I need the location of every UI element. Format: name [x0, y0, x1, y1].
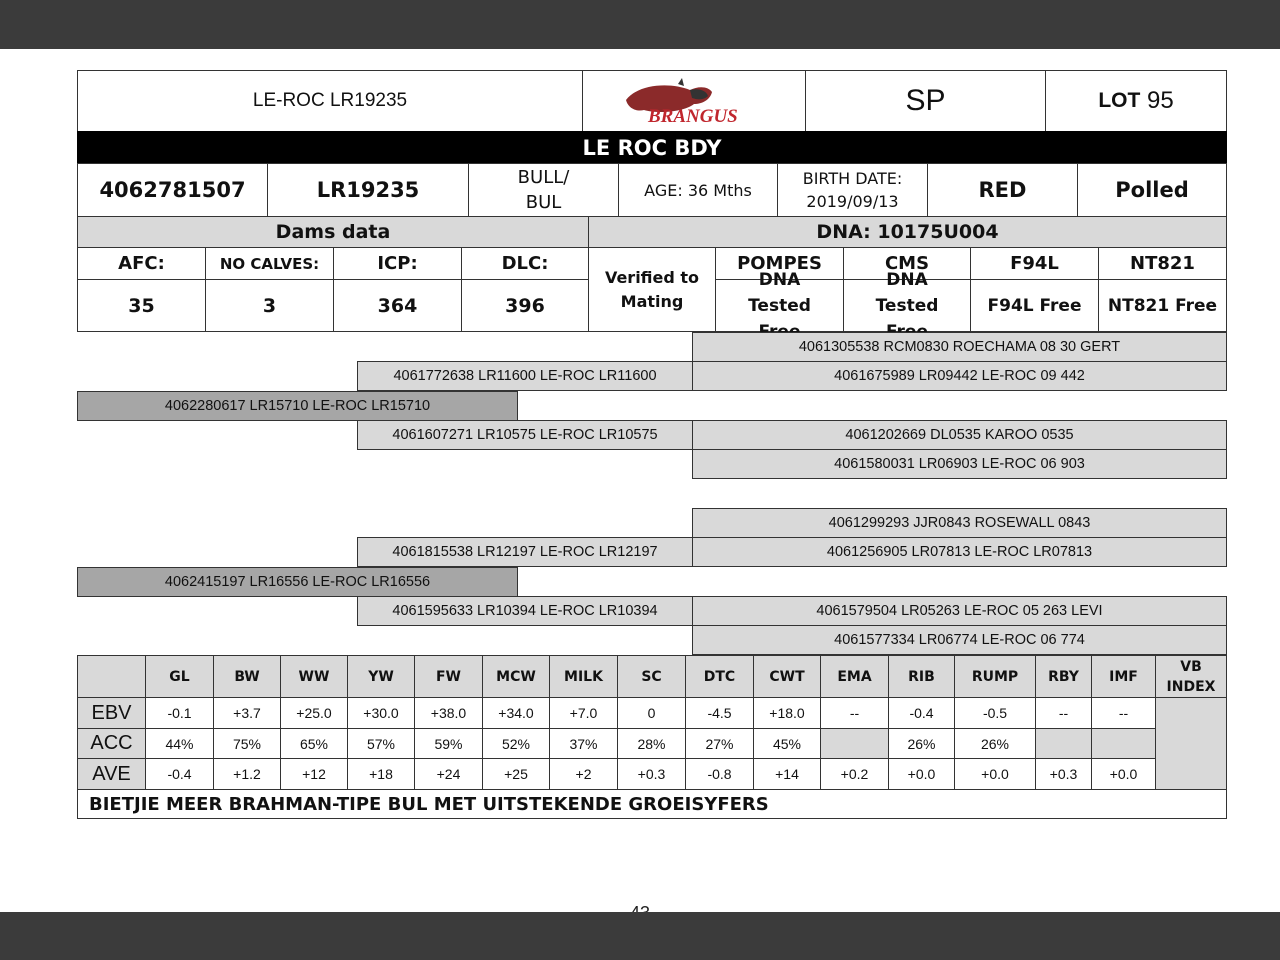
ebv-header-sc: SC — [617, 655, 686, 698]
ebv-header-ww: WW — [280, 655, 348, 698]
pedigree-dam-sire: 4061815538 LR12197 LE-ROC LR12197 — [357, 537, 693, 567]
dna-test-nt821: NT821 — [1098, 247, 1227, 280]
pedigree-dam-dam-dam: 4061577334 LR06774 LE-ROC 06 774 — [692, 625, 1227, 655]
pedigree-sire-dam-sire: 4061202669 DL0535 KAROO 0535 — [692, 420, 1227, 450]
acc-cell: 75% — [213, 728, 281, 759]
logo-text: BRANGUS — [648, 106, 738, 126]
type-code: SP — [805, 70, 1046, 132]
brangus-logo — [618, 78, 768, 126]
acc-cell: 52% — [482, 728, 550, 759]
dna-result-cms: DNA Tested — [843, 279, 971, 332]
lot-label: LOT — [1098, 89, 1141, 112]
pedigree-sire-dam: 4061607271 LR10575 LE-ROC LR10575 — [357, 420, 693, 450]
ebv-header-fw: FW — [414, 655, 483, 698]
ebv-cell: +25.0 — [280, 697, 348, 729]
color: RED — [927, 163, 1078, 217]
dams-label-dlc: DLC: — [461, 247, 589, 280]
acc-cell: 26% — [954, 728, 1036, 759]
lot-number: 95 — [1146, 87, 1174, 114]
ave-cell: +12 — [280, 758, 348, 790]
ebv-cell: -- — [820, 697, 889, 729]
acc-cell — [820, 728, 889, 759]
dna-test-f94l: F94L — [970, 247, 1099, 280]
pedigree-sire: 4062280617 LR15710 LE-ROC LR15710 — [77, 391, 518, 421]
bottom-bar — [0, 912, 1280, 960]
ave-cell: -0.4 — [145, 758, 214, 790]
ebv-cell: +7.0 — [549, 697, 618, 729]
reg-number: 4062781507 — [77, 163, 268, 217]
ave-row-label: AVE — [77, 758, 146, 790]
pedigree-dam: 4062415197 LR16556 LE-ROC LR16556 — [77, 567, 518, 597]
ebv-header-milk: MILK — [549, 655, 618, 698]
dams-label-afc: AFC: — [77, 247, 206, 280]
acc-cell: 45% — [753, 728, 821, 759]
acc-cell: 26% — [888, 728, 955, 759]
pedigree-sire-sire-dam: 4061675989 LR09442 LE-ROC 09 442 — [692, 361, 1227, 391]
dams-value-dlc: 396 — [461, 279, 589, 332]
acc-cell: 37% — [549, 728, 618, 759]
ebv-header-bw: BW — [213, 655, 281, 698]
ebv-cell: +3.7 — [213, 697, 281, 729]
sex: BULL/ BUL — [468, 163, 619, 217]
ebv-cell: -- — [1035, 697, 1092, 729]
ebv-corner — [77, 655, 146, 698]
verified-to-mating: Verified to Mating — [588, 247, 716, 332]
acc-cell: 28% — [617, 728, 686, 759]
pedigree-dam-dam-sire: 4061579504 LR05263 LE-ROC 05 263 LEVI — [692, 596, 1227, 626]
dna-test-cms: CMS — [843, 247, 971, 280]
dams-title: Dams data — [77, 216, 589, 248]
ebv-header-rib: RIB — [888, 655, 955, 698]
acc-cell: 57% — [347, 728, 415, 759]
top-bar — [0, 0, 1280, 49]
ave-cell: +0.0 — [1091, 758, 1156, 790]
ebv-header-yw: YW — [347, 655, 415, 698]
ebv-header-gl: GL — [145, 655, 214, 698]
dna-result-pompes: DNA Tested — [715, 279, 844, 332]
dna-result-f94l: F94L Free — [970, 279, 1099, 332]
ave-cell: +24 — [414, 758, 483, 790]
pedigree-sire-sire-sire: 4061305538 RCM0830 ROECHAMA 08 30 GERT — [692, 332, 1227, 362]
ave-cell: +0.0 — [954, 758, 1036, 790]
ebv-header-rump: RUMP — [954, 655, 1036, 698]
ave-cell: +2 — [549, 758, 618, 790]
ave-cell: +25 — [482, 758, 550, 790]
dna-test-pompes: POMPES — [715, 247, 844, 280]
ave-cell: +0.2 — [820, 758, 889, 790]
ebv-cell: -- — [1091, 697, 1156, 729]
farm-id: LE-ROC LR19235 — [77, 70, 583, 132]
pedigree-dam-sire-sire: 4061299293 JJR0843 ROSEWALL 0843 — [692, 508, 1227, 538]
ebv-cell: 0 — [617, 697, 686, 729]
dams-label-icp: ICP: — [333, 247, 462, 280]
ebv-cell: -0.1 — [145, 697, 214, 729]
ebv-header-cwt: CWT — [753, 655, 821, 698]
dams-value-icp: 364 — [333, 279, 462, 332]
pedigree-dam-dam: 4061595633 LR10394 LE-ROC LR10394 — [357, 596, 693, 626]
acc-cell: 59% — [414, 728, 483, 759]
dams-label-calves: NO CALVES: — [205, 247, 334, 280]
ebv-header-dtc: DTC — [685, 655, 754, 698]
acc-cell: 65% — [280, 728, 348, 759]
acc-cell — [1035, 728, 1092, 759]
ebv-header-rby: RBY — [1035, 655, 1092, 698]
ebv-cell: +38.0 — [414, 697, 483, 729]
pedigree-sire-sire: 4061772638 LR11600 LE-ROC LR11600 — [357, 361, 693, 391]
ebv-cell: +18.0 — [753, 697, 821, 729]
dams-value-afc: 35 — [77, 279, 206, 332]
ave-cell: +0.3 — [1035, 758, 1092, 790]
comment: BIETJIE MEER BRAHMAN-TIPE BUL MET UITSTEKENDE GROEISYFERS — [77, 789, 1227, 819]
ave-cell: +14 — [753, 758, 821, 790]
ebv-header-imf: IMF — [1091, 655, 1156, 698]
ebv-cell: +30.0 — [347, 697, 415, 729]
dna-result-nt821: NT821 Free — [1098, 279, 1227, 332]
ebv-row-label: EBV — [77, 697, 146, 729]
ebv-vb-index-value — [1155, 697, 1227, 790]
ebv-cell: -0.4 — [888, 697, 955, 729]
ave-cell: +1.2 — [213, 758, 281, 790]
ave-cell: -0.8 — [685, 758, 754, 790]
age: AGE: 36 Mths — [618, 163, 778, 217]
horn-status: Polled — [1077, 163, 1227, 217]
ave-cell: +0.3 — [617, 758, 686, 790]
ebv-header-ema: EMA — [820, 655, 889, 698]
ebv-header-mcw: MCW — [482, 655, 550, 698]
dams-value-calves: 3 — [205, 279, 334, 332]
dna-title: DNA: 10175U004 — [588, 216, 1227, 248]
pedigree-dam-sire-dam: 4061256905 LR07813 LE-ROC LR07813 — [692, 537, 1227, 567]
acc-row-label: ACC — [77, 728, 146, 759]
ebv-cell: +34.0 — [482, 697, 550, 729]
ebv-cell: -4.5 — [685, 697, 754, 729]
pedigree-sire-dam-dam: 4061580031 LR06903 LE-ROC 06 903 — [692, 449, 1227, 479]
herd-id: LR19235 — [267, 163, 469, 217]
ave-cell: +18 — [347, 758, 415, 790]
acc-cell: 27% — [685, 728, 754, 759]
lot-box — [1045, 70, 1227, 132]
acc-cell: 44% — [145, 728, 214, 759]
birth-date: BIRTH DATE: 2019/09/13 — [777, 163, 928, 217]
ebv-header-vb-index: VB INDEX — [1155, 655, 1227, 698]
ebv-cell: -0.5 — [954, 697, 1036, 729]
ave-cell: +0.0 — [888, 758, 955, 790]
acc-cell — [1091, 728, 1156, 759]
animal-name: LE ROC BDY — [77, 131, 1227, 164]
